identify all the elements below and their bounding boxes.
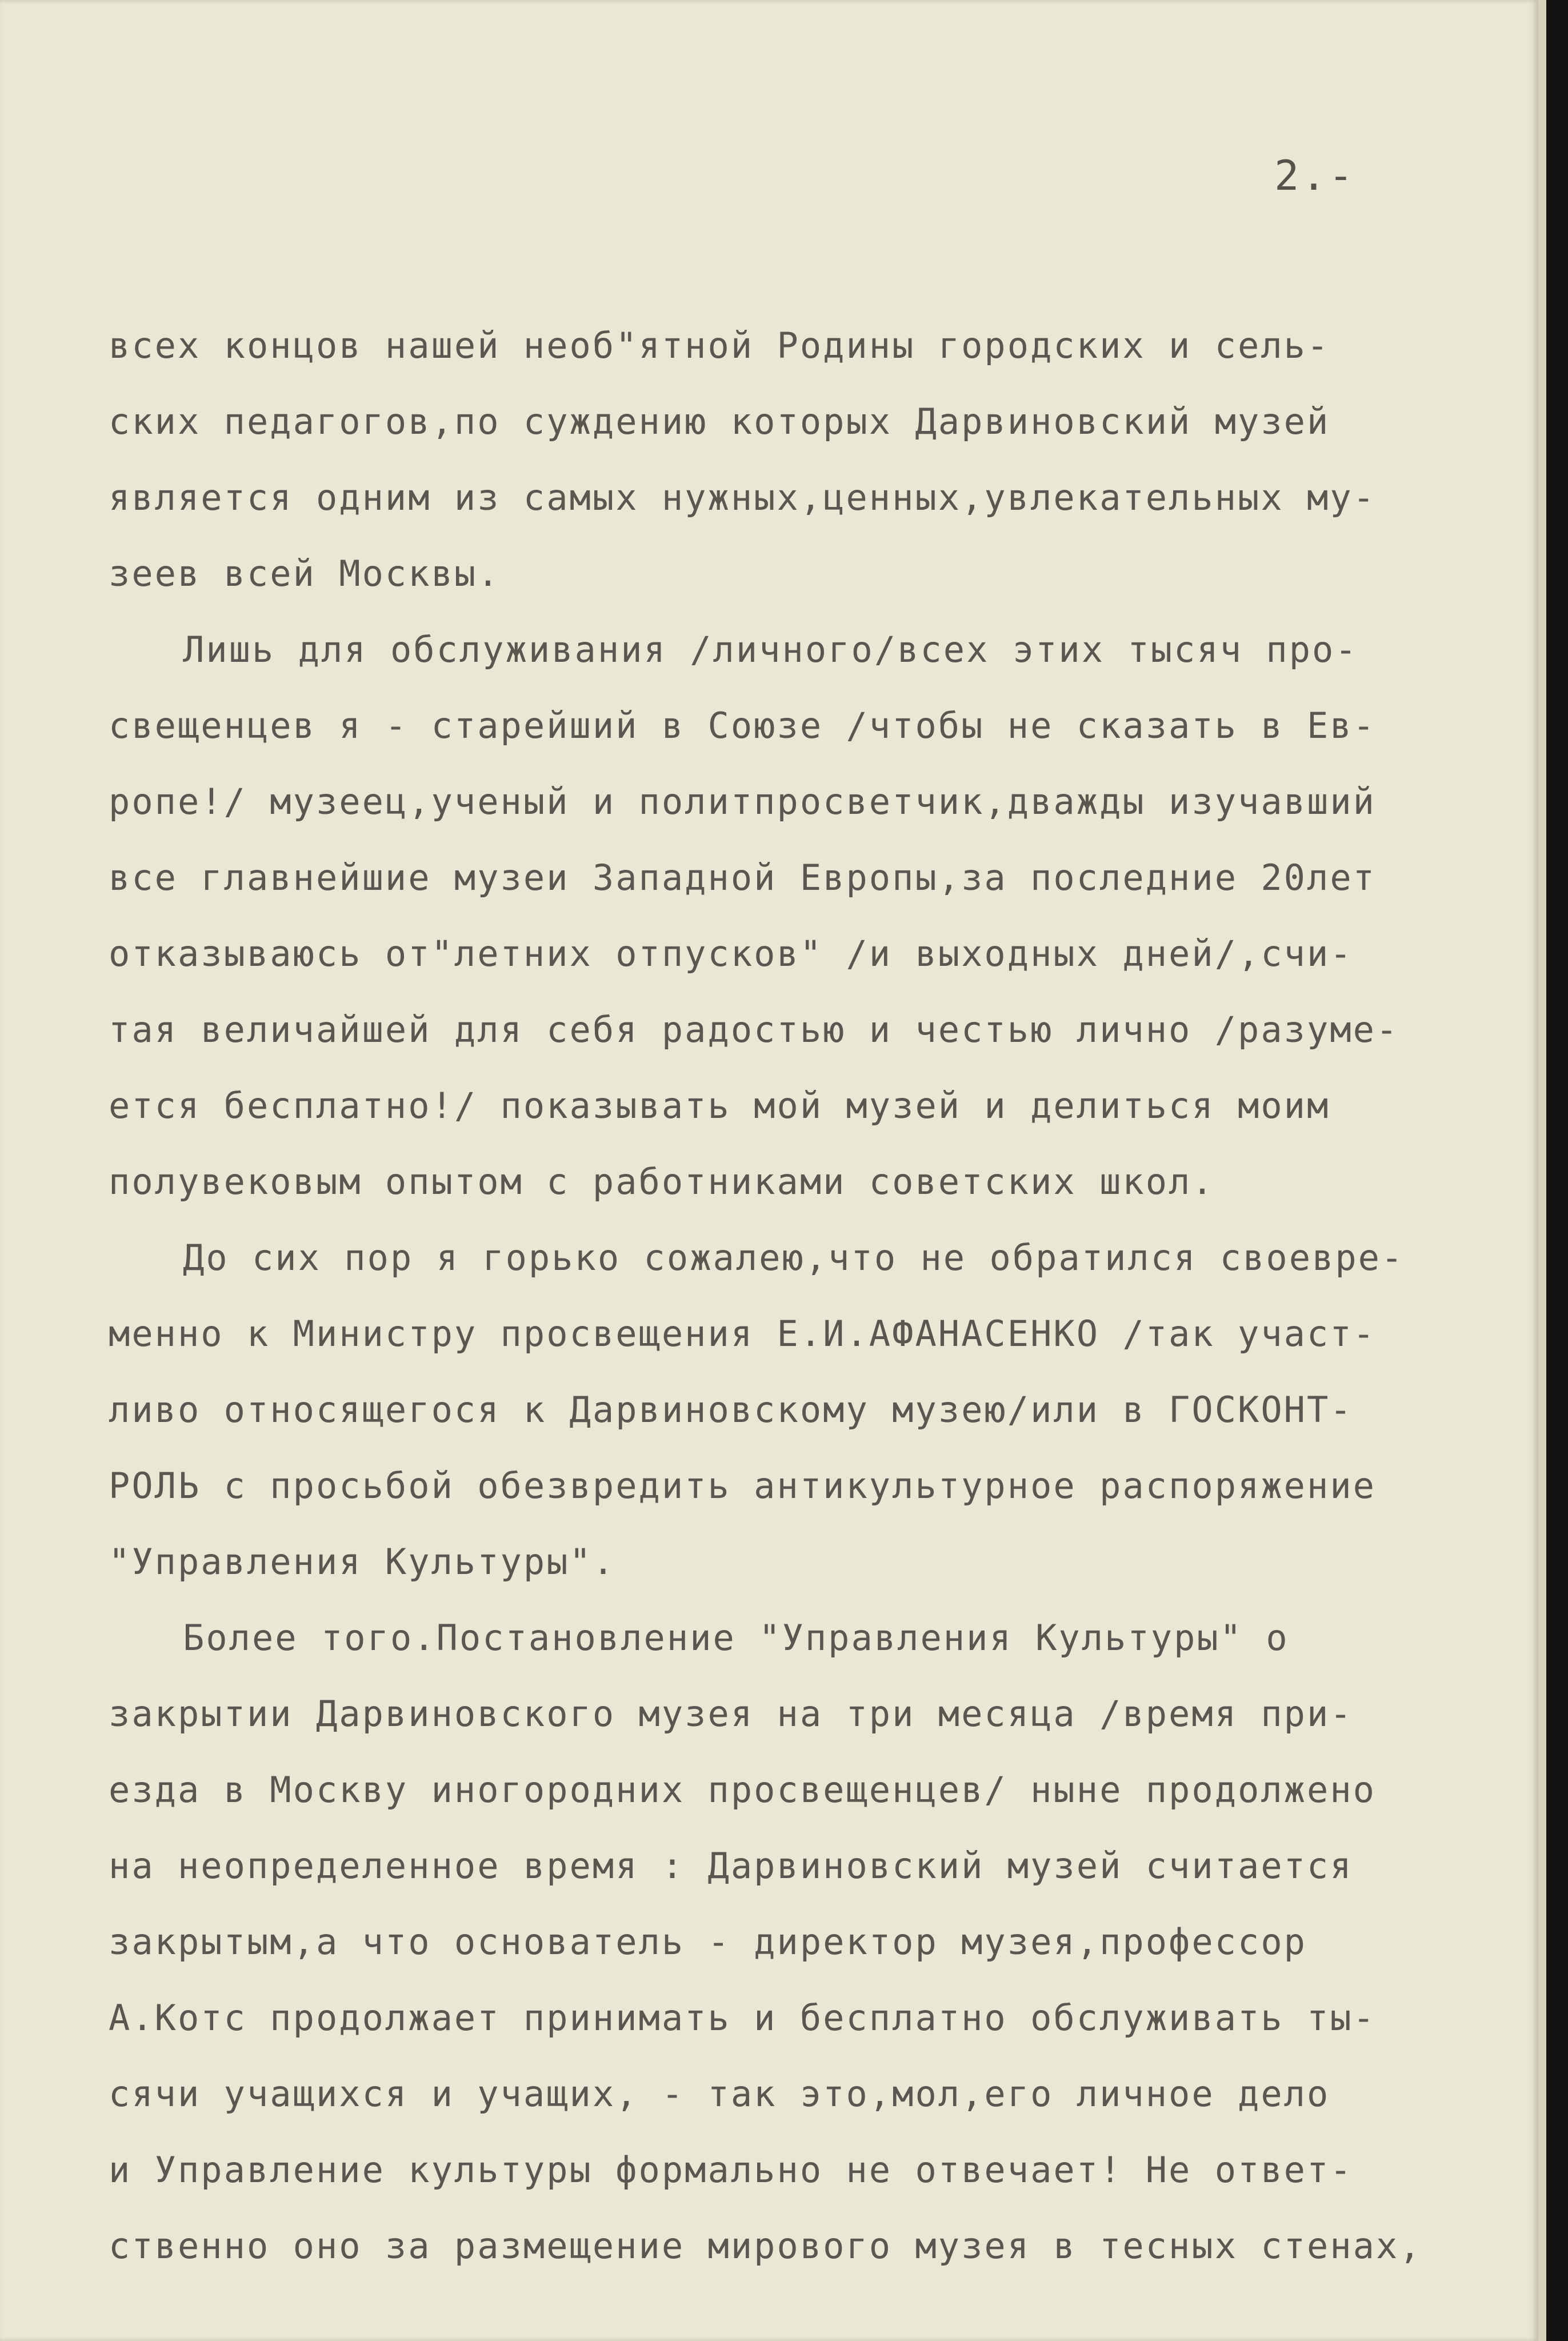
paragraph-3 [109, 1220, 1526, 1600]
text-line: отказываюсь от"летних отпусков" /и выходных дней/,счи- [109, 933, 1353, 974]
text-line: ских педагогов,по суждению которых Дарвиновский музей [109, 401, 1330, 442]
text-line: РОЛЬ с просьбой обезвредить антикультурное распоряжение [109, 1465, 1376, 1507]
text-line: и Управление культуры формально не отвечает! Не ответ- [109, 2149, 1353, 2191]
text-line: всех концов нашей необ"ятной Родины городских и сель- [109, 325, 1330, 366]
text-line: ропе!/ музеец,ученый и политпросветчик,дважды изучавший [109, 781, 1376, 822]
text-line: закрытии Дарвиновского музея на три месяца /время при- [109, 1693, 1353, 1735]
text-line: До сих пор я горько сожалею,что не обратился своевре- [183, 1237, 1405, 1279]
dark-background-strip [1546, 0, 1568, 2341]
text-line: полувековым опытом с работниками советских школ. [109, 1161, 1215, 1203]
text-line: Лишь для обслуживания /личного/всех этих тысяч про- [183, 629, 1358, 670]
text-line: закрытым,а что основатель - директор музея,профессор [109, 1921, 1307, 1963]
text-line: "Управления Культуры". [109, 1541, 616, 1583]
paragraph-4 [109, 1600, 1526, 2284]
text-line: на неопределенное время : Дарвиновский музей считается [109, 1845, 1353, 1887]
text-line: А.Котс продолжает принимать и бесплатно обслуживать ты- [109, 1997, 1376, 2039]
text-line: менно к Министру просвещения Е.И.АФАНАСЕНКО /так участ- [109, 1313, 1376, 1355]
typed-text-body [109, 307, 1526, 2284]
paragraph-2 [109, 612, 1526, 1220]
text-line: ливо относящегося к Дарвиновскому музею/или в ГОСКОНТ- [109, 1389, 1353, 1431]
paper-edge [1538, 0, 1546, 2341]
text-line: является одним из самых нужных,ценных,увлекательных му- [109, 477, 1376, 518]
text-line: свещенцев я - старейший в Союзе /чтобы не сказать в Ев- [109, 705, 1376, 746]
page-number: 2.- [1274, 151, 1356, 199]
text-line: Более того.Постановление "Управления Культуры" о [183, 1617, 1289, 1659]
text-line: сячи учащихся и учащих, - так это,мол,его личное дело [109, 2073, 1330, 2115]
text-line: тая величайшей для себя радостью и честью лично /разуме- [109, 1009, 1399, 1050]
text-line: зеев всей Москвы. [109, 553, 501, 594]
paragraph-1 [109, 307, 1526, 612]
text-line: ется бесплатно!/ показывать мой музей и делиться моим [109, 1085, 1330, 1126]
text-line: езда в Москву иногородних просвещенцев/ ныне продолжено [109, 1769, 1376, 1811]
text-line: ственно оно за размещение мирового музея в тесных стенах, [109, 2225, 1422, 2267]
text-line: все главнейшие музеи Западной Европы,за последние 20лет [109, 857, 1376, 898]
